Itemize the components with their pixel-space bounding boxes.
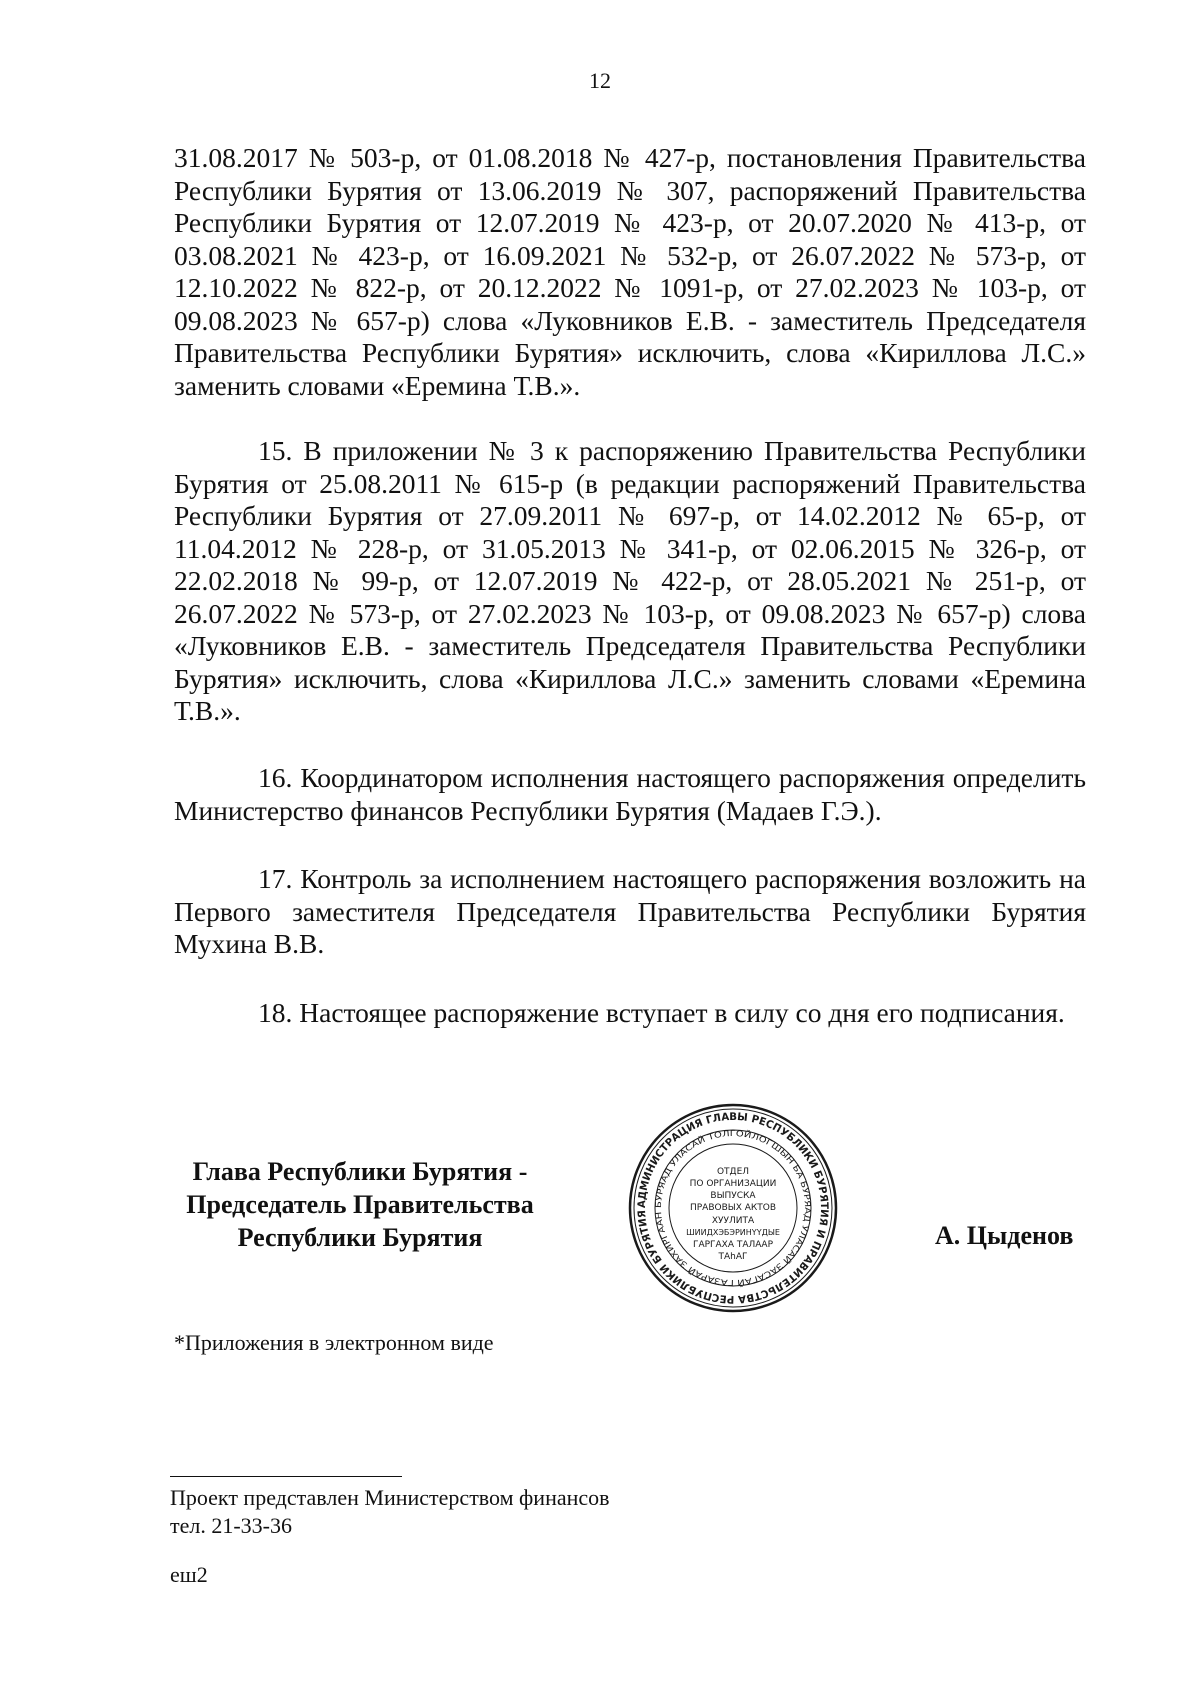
seal-center-line: ХУУЛИТА: [711, 1216, 755, 1226]
paragraph-text: 16. Координатором исполнения настоящего распоряжения определить Министерство финансов Республики Бурятия (Мадаев Г.Э.).: [174, 762, 1086, 826]
paragraph-text: 18. Настоящее распоряжение вступает в силу со дня его подписания.: [258, 997, 1065, 1028]
paragraph-text: 17. Контроль за исполнением настоящего распоряжения возложить на Первого заместителя Председателя Правительства Республики Бурятия Мухина В.В.: [174, 863, 1086, 959]
document-code: еш2: [170, 1562, 208, 1587]
footnote-divider: [170, 1476, 402, 1477]
seal-center-line: ПО ОРГАНИЗАЦИИ: [689, 1179, 777, 1189]
page-number: 12: [589, 68, 611, 93]
footnote-line: Проект представлен Министерством финансов: [170, 1485, 610, 1510]
paragraph-18: [174, 997, 1086, 1030]
seal-center-line: ПРАВОВЫХ АКТОВ: [689, 1203, 777, 1213]
seal-center-line: ШИИДХЭБЭРИНҮҮДЫЕ: [686, 1228, 780, 1237]
paragraph-text: 15. В приложении № 3 к распоряжению Правительства Республики Бурятия от 25.08.2011 № 615-р (в редакции распоряжений Правительства Республики Бурятия от 27.09.2011 № 697-р, от 14.02.2012 № 65-р, от 11.04.2012 № 228-р, от 31.05.2013 № 341-р, от 02.06.2015 № 326-р, от 22.02.2018 № 99-р, от 12.07.2019 № 422-р, от 28.05.2021 № 251-р, от 26.07.2022 № 573-р, от 27.02.2023 № 103-р, от 09.08.2023 № 657-р) слова «Луковников Е.В. - заместитель Председателя Правительства Республики Бурятия» исключить, слова «Кириллова Л.С.» заменить словами «Еремина Т.В.».: [174, 435, 1086, 726]
official-seal: [627, 1102, 839, 1314]
seal-outer-text: АДМИНИСТРАЦИЯ ГЛАВЫ РЕСПУБЛИКИ БУРЯТИЯ И ПРАВИТЕЛЬСТВА РЕСПУБЛИКИ БУРЯТИЯ: [635, 1110, 831, 1306]
seal-center-line: ОТДЕЛ: [716, 1167, 750, 1177]
paragraph-15: [174, 435, 1086, 728]
footnote-phone: тел. 21-33-36: [170, 1513, 293, 1538]
paragraph-16: [174, 762, 1086, 827]
seal-center-text: [686, 1167, 780, 1262]
paragraph-text: 31.08.2017 № 503-р, от 01.08.2018 № 427-р, постановления Правительства Республики Бурятия от 13.06.2019 № 307, распоряжений Правительства Республики Бурятия от 12.07.2019 № 423-р, от 20.07.2020 № 413-р, от 03.08.2021 № 423-р, от 16.09.2021 № 532-р, от 26.07.2022 № 573-р, от 12.10.2022 № 822-р, от 20.12.2022 № 1091-р, от 27.02.2023 № 103-р, от 09.08.2023 № 657-р) слова «Луковников Е.В. - заместитель Председателя Правительства Республики Бурятия» исключить, слова «Кириллова Л.С.» заменить словами «Еремина Т.В.».: [174, 142, 1086, 401]
footnote: [170, 1484, 610, 1540]
signatory-title-line: Глава Республики Бурятия -: [192, 1157, 528, 1186]
seal-center-line: ГАРГАХА ТАЛААР: [692, 1240, 774, 1250]
signatory-title-line: Республики Бурятия: [237, 1223, 483, 1252]
signatory-name: А. Цыденов: [935, 1221, 1074, 1250]
attachments-note: *Приложения в электронном виде: [174, 1330, 494, 1355]
seal-center-line: ТАһАГ: [718, 1252, 748, 1262]
signatory-title: [160, 1155, 560, 1254]
paragraph-17: [174, 863, 1086, 961]
seal-inner-ring-text: БУРЯАД УЛАСАЙ ТОЛГОЙЛОГШЫН БА БУРЯАД УЛАСАЙ ЗАСАГАЙ ГАЗАРАЙ ЗАХИРГААН: [653, 1128, 813, 1288]
seal-center-line: ВЫПУСКА: [710, 1191, 756, 1201]
signatory-title-line: Председатель Правительства: [186, 1190, 534, 1219]
paragraph-14-continuation: [174, 142, 1086, 402]
